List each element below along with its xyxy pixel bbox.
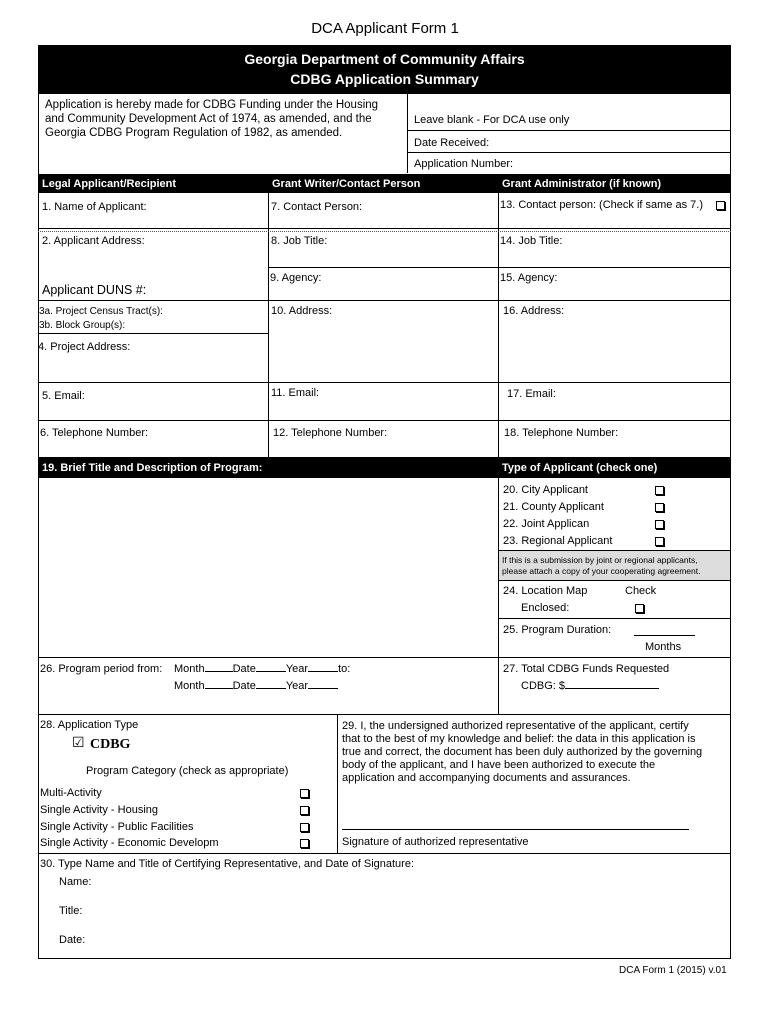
admin-contact-person-field[interactable]: 13. Contact person: (Check if same as 7.) (500, 199, 703, 211)
certification-line5: application and accompanying documents and assurances. (342, 772, 631, 784)
application-type-label: 28. Application Type (40, 719, 139, 731)
single-economic-label: Single Activity - Economic Developm (40, 837, 219, 849)
single-public-facilities-label: Single Activity - Public Facilities (40, 821, 194, 833)
section30-title: 30. Type Name and Title of Certifying Representative, and Date of Signature: (40, 858, 415, 870)
cdbg-label: CDBG (90, 737, 131, 752)
section19-title: 19. Brief Title and Description of Program: (42, 462, 263, 474)
admin-email-field[interactable]: 17. Email: (507, 388, 556, 400)
period-from-month: Month (174, 663, 205, 675)
city-applicant-label: 20. City Applicant (503, 484, 588, 496)
name-field[interactable]: Name: (59, 876, 92, 888)
period-from-date: Date (232, 663, 256, 675)
applicant-duns-field[interactable]: Applicant DUNS #: (42, 283, 147, 297)
intro-line2: and Community Development Act of 1974, as amended, and the (45, 113, 372, 125)
multi-activity-label: Multi-Activity (40, 787, 102, 799)
single-housing-label: Single Activity - Housing (40, 804, 158, 816)
contact-person-field[interactable]: 7. Contact Person: (271, 201, 363, 213)
project-address-field[interactable]: 4. Project Address: (38, 341, 131, 353)
period-from-row[interactable] (174, 663, 350, 675)
cdbg-funds-field[interactable] (521, 680, 659, 692)
admin-agency-field[interactable]: 15. Agency: (500, 272, 558, 284)
note-line2: please attach a copy of your cooperating agreement. (502, 566, 701, 576)
block-group-field[interactable]: 3b. Block Group(s): (39, 320, 126, 331)
regional-applicant-checkbox[interactable] (655, 537, 664, 546)
joint-applicant-checkbox[interactable] (655, 520, 664, 529)
multi-activity-checkbox[interactable] (300, 789, 309, 798)
note-line1: If this is a submission by joint or regional applicants, (502, 555, 698, 565)
census-tract-field[interactable]: 3a. Project Census Tract(s): (39, 306, 163, 317)
job-title-field[interactable]: 8. Job Title: (271, 235, 328, 247)
col-legal-applicant: Legal Applicant/Recipient (42, 178, 177, 190)
agency-field[interactable]: 9. Agency: (270, 272, 322, 284)
intro-line1: Application is hereby made for CDBG Funding under the Housing (45, 99, 379, 111)
program-duration-input[interactable] (634, 635, 695, 636)
location-map-enclosed-label: Enclosed: (521, 602, 570, 614)
city-applicant-checkbox[interactable] (655, 486, 664, 495)
location-map-check-label: Check (625, 585, 657, 597)
period-to-year: Year (285, 680, 309, 692)
single-public-facilities-checkbox[interactable] (300, 823, 309, 832)
header-form-name: CDBG Application Summary (290, 71, 479, 87)
certification-line2: that to the best of my knowledge and belief: the data in this application is (342, 733, 696, 745)
period-to-month: Month (174, 680, 205, 692)
name-of-applicant-field[interactable]: 1. Name of Applicant: (42, 201, 147, 213)
county-applicant-label: 21. County Applicant (503, 501, 604, 513)
certification-line3: true and correct, the document has been duly authorized by the governing (342, 746, 703, 758)
col-grant-writer: Grant Writer/Contact Person (272, 178, 421, 190)
signature-line[interactable] (342, 829, 689, 830)
months-label: Months (645, 641, 682, 653)
regional-applicant-label: 23. Regional Applicant (503, 535, 613, 547)
total-funds-label: 27. Total CDBG Funds Requested (503, 663, 670, 675)
application-number-field[interactable]: Application Number: (414, 158, 514, 170)
program-period-label: 26. Program period from: (40, 663, 163, 675)
certification-line4: body of the applicant, and I have been authorized to execute the (342, 759, 656, 771)
signature-label: Signature of authorized representative (342, 836, 529, 848)
cdbg-checked-box[interactable]: ☑ (72, 735, 85, 751)
date-field[interactable]: Date: (59, 934, 86, 946)
same-as-7-checkbox[interactable] (716, 201, 725, 210)
location-map-checkbox[interactable] (635, 604, 644, 613)
single-economic-checkbox[interactable] (300, 839, 309, 848)
joint-applicant-label: 22. Joint Applican (503, 518, 590, 530)
header-agency: Georgia Department of Community Affairs (244, 51, 525, 67)
period-to-label: to: (338, 663, 351, 675)
dca-use-label: Leave blank - For DCA use only (414, 114, 570, 126)
cdbg-funds-label: CDBG: $ (521, 680, 566, 692)
admin-job-title-field[interactable]: 14. Job Title: (500, 235, 563, 247)
col-grant-administrator: Grant Administrator (if known) (502, 178, 662, 190)
writer-email-field[interactable]: 11. Email: (271, 387, 320, 399)
county-applicant-checkbox[interactable] (655, 503, 664, 512)
page-title: DCA Applicant Form 1 (311, 20, 459, 37)
program-description-area[interactable] (39, 479, 498, 657)
single-housing-checkbox[interactable] (300, 806, 309, 815)
admin-address-field[interactable]: 16. Address: (503, 305, 565, 317)
title-field[interactable]: Title: (59, 905, 83, 917)
program-category-label: Program Category (check as appropriate) (86, 765, 289, 777)
email-field[interactable]: 5. Email: (42, 390, 85, 402)
writer-telephone-field[interactable]: 12. Telephone Number: (273, 427, 388, 439)
period-from-year: Year (285, 663, 309, 675)
period-to-row[interactable] (174, 680, 338, 692)
location-map-label: 24. Location Map (503, 585, 588, 597)
intro-line3: Georgia CDBG Program Regulation of 1982, as amended. (45, 127, 343, 139)
certification-line1: 29. I, the undersigned authorized representative of the applicant, certify (342, 720, 689, 732)
program-duration-label: 25. Program Duration: (503, 624, 612, 636)
applicant-address-field[interactable]: 2. Applicant Address: (42, 235, 145, 247)
period-to-date: Date (232, 680, 256, 692)
form-version-footer: DCA Form 1 (2015) v.01 (619, 965, 727, 976)
telephone-field[interactable]: 6. Telephone Number: (40, 427, 149, 439)
date-received-field[interactable]: Date Received: (414, 137, 490, 149)
admin-telephone-field[interactable]: 18. Telephone Number: (504, 427, 619, 439)
address-field[interactable]: 10. Address: (271, 305, 333, 317)
applicant-type-title: Type of Applicant (check one) (502, 462, 658, 474)
